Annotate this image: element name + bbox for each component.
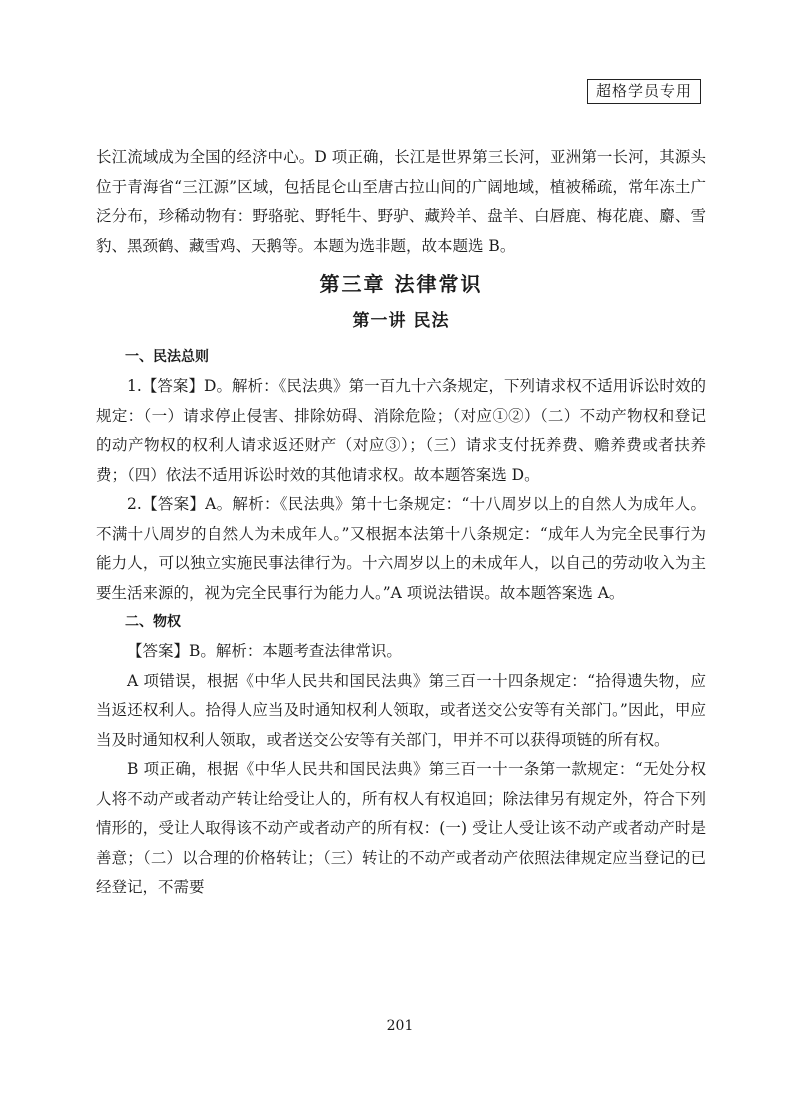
page-content [96,143,706,903]
answer-paragraph-5: B 项正确，根据《中华人民共和国民法典》第三百一十一条第一款规定：“无处分权人将不动产或者动产转让给受让人的，所有权人有权追回；除法律另有规定外，符合下列情形的，受让人取得该不动产或者动产的所有权：(一) 受让人受让该不动产或者动产时是善意；（二）以合理的价格转让；（三）转让的不动产或者动产依照法律规定应当登记的已经登记，不需要 [96,760,706,896]
page-number: 201 [386,1018,414,1034]
section-heading-property: 二、物权 [125,614,181,630]
chapter-title: 第三章 法律常识 [319,272,483,296]
lecture-title: 第一讲 民法 [352,311,450,331]
answer-paragraph-3: 【答案】B。解析：本题考查法律常识。 [127,642,402,660]
continuation-paragraph: 长江流域成为全国的经济中心。D 项正确，长江是世界第三长河，亚洲第一长河，其源头位于青海省“三江源”区域，包括昆仑山至唐古拉山间的广阔地域，植被稀疏，常年冻土广泛分布，珍稀动物有：野骆驼、野牦牛、野驴、藏羚羊、盘羊、白唇鹿、梅花鹿、麝、雪豹、黑颈鹤、藏雪鸡、天鹅等。本题为选非题，故本题选 B。 [96,148,706,255]
student-only-badge: 超格学员专用 [587,79,701,104]
answer-paragraph-4: A 项错误，根据《中华人民共和国民法典》第三百一十四条规定：“拾得遗失物，应当返还权利人。拾得人应当及时通知权利人领取，或者送交公安等有关部门。”因此，甲应当及时通知权利人领取，或者送交公安等有关部门，甲并不可以获得项链的所有权。 [96,671,706,749]
answer-paragraph-2: 2.【答案】A。解析：《民法典》第十七条规定：“十八周岁以上的自然人为成年人。不满十八周岁的自然人为未成年人。”又根据本法第十八条规定：“成年人为完全民事行为能力人，可以独立实施民事法律行为。十六周岁以上的未成年人，以自己的劳动收入为主要生活来源的，视为完全民事行为能力人。”A 项说法错误。故本题答案选 A。 [96,495,706,602]
answer-paragraph-1: 1.【答案】D。解析：《民法典》第一百九十六条规定，下列请求权不适用诉讼时效的规定：（一）请求停止侵害、排除妨碍、消除危险；（对应①②）（二）不动产物权和登记的动产物权的权利人请求返还财产（对应③）；（三）请求支付抚养费、赡养费或者扶养费；（四）依法不适用诉讼时效的其他请求权。故本题答案选 D。 [96,377,706,484]
section-heading-civil-general: 一、民法总则 [125,349,209,365]
